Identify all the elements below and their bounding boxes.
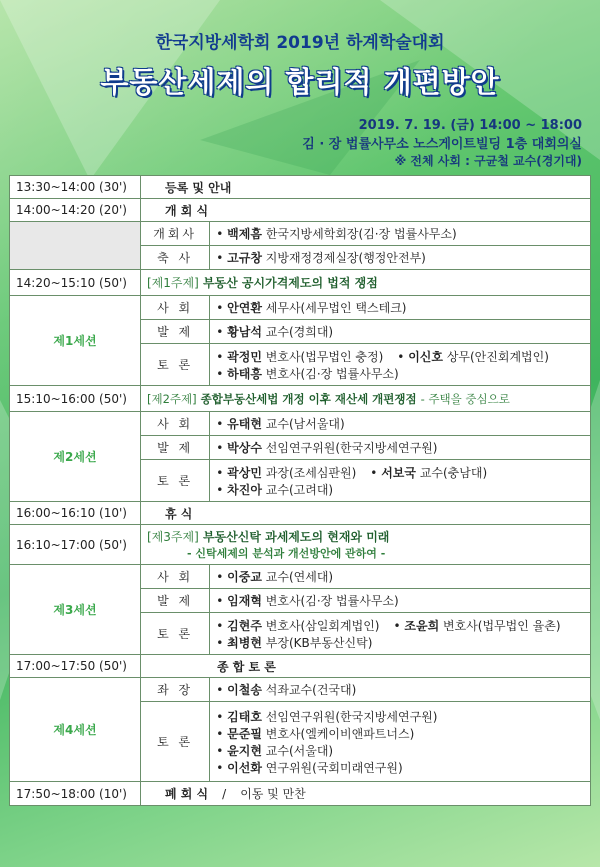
time-cell: 14:00~14:20 (20') [10, 199, 141, 222]
session-label: 제4세션 [10, 678, 141, 782]
agenda-cell [141, 782, 591, 806]
overall-chair: ※ 전체 사회 : 구균철 교수(경기대) [394, 154, 582, 168]
topic-cell [141, 525, 591, 565]
person-desc: 과장(조세심판원) [265, 465, 357, 480]
table-row [10, 525, 591, 565]
topic-cell [141, 386, 591, 412]
person-desc: 한국지방세학회장(김·장 법률사무소) [265, 227, 457, 241]
person-desc: 세무사(세무법인 택스테크) [265, 301, 407, 315]
agenda-cell [141, 502, 591, 525]
agenda-label: 휴 식 [165, 506, 193, 521]
time-cell: 17:00~17:50 (50') [10, 655, 141, 678]
event-venue: 김 · 장 법률사무소 노스게이트빌딩 1층 대회의실 [302, 137, 582, 152]
time-cell: 16:00~16:10 (10') [10, 502, 141, 525]
event-date: 2019. 7. 19. (금) 14:00 ~ 18:00 [358, 118, 582, 133]
person-desc: 변호사(엘케이비앤파트너스) [265, 726, 415, 741]
time-cell: 16:10~17:00 (50') [10, 525, 141, 565]
person-cell: • 김현주 변호사(삼일회계법인) • 조윤희 변호사(법무법인 율촌) • 최병현 부장(KB부동산신탁) [210, 613, 591, 655]
person-name: 이신호 [408, 349, 443, 364]
topic-tag: [제3주제] [147, 530, 199, 544]
person-desc: 변호사(삼일회계법인) [265, 618, 380, 633]
table-row [10, 782, 591, 806]
person-desc: 교수(서울대) [265, 743, 334, 758]
main-title: 부동산세제의 합리적 개편방안 [100, 65, 500, 99]
person-cell: • 이중교 교수(연세대) [210, 565, 591, 589]
session-label: 제1세션 [10, 296, 141, 386]
person-cell: • 곽상민 과장(조세심판원) • 서보국 교수(충남대) • 차진아 교수(고려대) [210, 460, 591, 502]
person-name: 차진아 [227, 482, 262, 497]
table-row [10, 296, 591, 320]
person-name: 고규창 [227, 251, 262, 265]
person-name: 윤지현 [227, 743, 262, 758]
role-cell: 사 회 [141, 296, 210, 320]
role-cell: 개회사 [141, 222, 210, 246]
person-name: 최병현 [227, 635, 262, 650]
person-desc: 변호사(김·장 법률사무소) [265, 366, 399, 381]
role-cell: 발 제 [141, 589, 210, 613]
topic-title: 부동산신탁 과세제도의 현재와 미래 [202, 530, 390, 544]
topic-tag: [제1주제] [147, 276, 199, 290]
person-name: 김태호 [227, 709, 262, 724]
person-cell: • 유태현 교수(남서울대) [210, 412, 591, 436]
person-cell: • 곽정민 변호사(법무법인 충정) • 이신호 상무(안진회계법인) • 하태흥 변호사(김·장 법률사무소) [210, 344, 591, 386]
table-row [10, 655, 591, 678]
person-name: 곽정민 [227, 349, 262, 364]
table-row [10, 176, 591, 199]
person-name: 이철송 [227, 683, 262, 697]
role-cell: 발 제 [141, 320, 210, 344]
person-desc: 교수(고려대) [265, 482, 334, 497]
agenda-label: 종 합 토 론 [217, 659, 276, 674]
person-name: 김현주 [227, 618, 262, 633]
topic-subtitle: - 신탁세제의 분석과 개선방안에 관하여 - [187, 547, 386, 560]
person-name: 하태흥 [227, 366, 262, 381]
role-cell: 토 론 [141, 613, 210, 655]
session-label: 제3세션 [10, 565, 141, 655]
table-row [10, 222, 591, 246]
person-desc: 교수(남서울대) [265, 417, 345, 431]
role-cell: 토 론 [141, 344, 210, 386]
table-row [10, 678, 591, 702]
role-cell: 좌 장 [141, 678, 210, 702]
time-cell: 13:30~14:00 (30') [10, 176, 141, 199]
agenda-cell [141, 199, 591, 222]
separator-slash: / [222, 787, 227, 801]
agenda-label-2: 이동 및 만찬 [240, 787, 306, 801]
empty-cell [10, 222, 141, 270]
role-cell: 사 회 [141, 565, 210, 589]
person-name: 박상수 [227, 441, 262, 455]
person-name: 백제흠 [227, 227, 262, 241]
person-name: 조윤희 [404, 618, 440, 633]
time-cell: 15:10~16:00 (50') [10, 386, 141, 412]
agenda-label: 개 회 식 [165, 203, 209, 218]
agenda-cell [141, 176, 591, 199]
person-name: 문준필 [227, 726, 262, 741]
person-cell: • 안연환 세무사(세무법인 택스테크) [210, 296, 591, 320]
person-desc: 부장(KB부동산신탁) [265, 635, 373, 650]
person-desc: 연구위원(국회미래연구원) [265, 760, 403, 775]
table-row [10, 565, 591, 589]
person-name: 안연환 [227, 301, 262, 315]
person-desc: 변호사(법무법인 율촌) [443, 618, 561, 633]
agenda-cell [141, 655, 591, 678]
person-cell: • 백제흠 한국지방세학회장(김·장 법률사무소) [210, 222, 591, 246]
table-row [10, 199, 591, 222]
person-desc: 석좌교수(건국대) [265, 683, 357, 697]
person-cell: • 김태호 선임연구위원(한국지방세연구원) • 문준필 변호사(엘케이비앤파트너스) • 윤지현 교수(서울대) • 이선화 연구위원(국회미래연구원) [210, 702, 591, 782]
person-cell: • 고규창 지방재정경제실장(행정안전부) [210, 246, 591, 270]
program-table [9, 175, 591, 806]
role-cell: 발 제 [141, 436, 210, 460]
topic-cell [141, 270, 591, 296]
person-name: 임재혁 [227, 594, 262, 608]
person-cell: • 이철송 석좌교수(건국대) [210, 678, 591, 702]
topic-subtitle: - 주택을 중심으로 [420, 391, 510, 406]
topic-title: 부동산 공시가격제도의 법적 쟁점 [202, 276, 378, 290]
person-cell: • 황남석 교수(경희대) [210, 320, 591, 344]
table-row [10, 412, 591, 436]
person-name: 황남석 [227, 325, 262, 339]
person-name: 곽상민 [227, 465, 262, 480]
table-row [10, 270, 591, 296]
person-desc: 선임연구위원(한국지방세연구원) [265, 709, 438, 724]
time-cell: 17:50~18:00 (10') [10, 782, 141, 806]
role-cell: 축 사 [141, 246, 210, 270]
person-desc: 교수(충남대) [419, 465, 488, 480]
person-desc: 변호사(김·장 법률사무소) [265, 594, 399, 608]
time-cell: 14:20~15:10 (50') [10, 270, 141, 296]
topic-tag: [제2주제] [147, 391, 197, 406]
person-name: 이선화 [227, 760, 262, 775]
person-desc: 지방재정경제실장(행정안전부) [265, 251, 426, 265]
role-cell: 토 론 [141, 460, 210, 502]
person-desc: 교수(경희대) [265, 325, 334, 339]
agenda-label: 폐 회 식 [165, 787, 209, 801]
person-name: 서보국 [381, 465, 416, 480]
table-row [10, 502, 591, 525]
person-desc: 변호사(법무법인 충정) [265, 349, 384, 364]
person-name: 이중교 [227, 570, 262, 584]
person-cell: • 박상수 선임연구위원(한국지방세연구원) [210, 436, 591, 460]
person-desc: 선임연구위원(한국지방세연구원) [265, 441, 438, 455]
agenda-label: 등록 및 안내 [165, 180, 232, 195]
table-row [10, 386, 591, 412]
person-cell: • 임재혁 변호사(김·장 법률사무소) [210, 589, 591, 613]
header [0, 0, 600, 172]
person-desc: 상무(안진회계법인) [446, 349, 549, 364]
event-title: 한국지방세학회 2019년 하계학술대회 [155, 33, 445, 53]
role-cell: 사 회 [141, 412, 210, 436]
person-name: 유태현 [227, 417, 262, 431]
session-label: 제2세션 [10, 412, 141, 502]
person-desc: 교수(연세대) [265, 570, 334, 584]
topic-title: 종합부동산세법 개정 이후 재산세 개편쟁점 [200, 391, 417, 406]
role-cell: 토 론 [141, 702, 210, 782]
